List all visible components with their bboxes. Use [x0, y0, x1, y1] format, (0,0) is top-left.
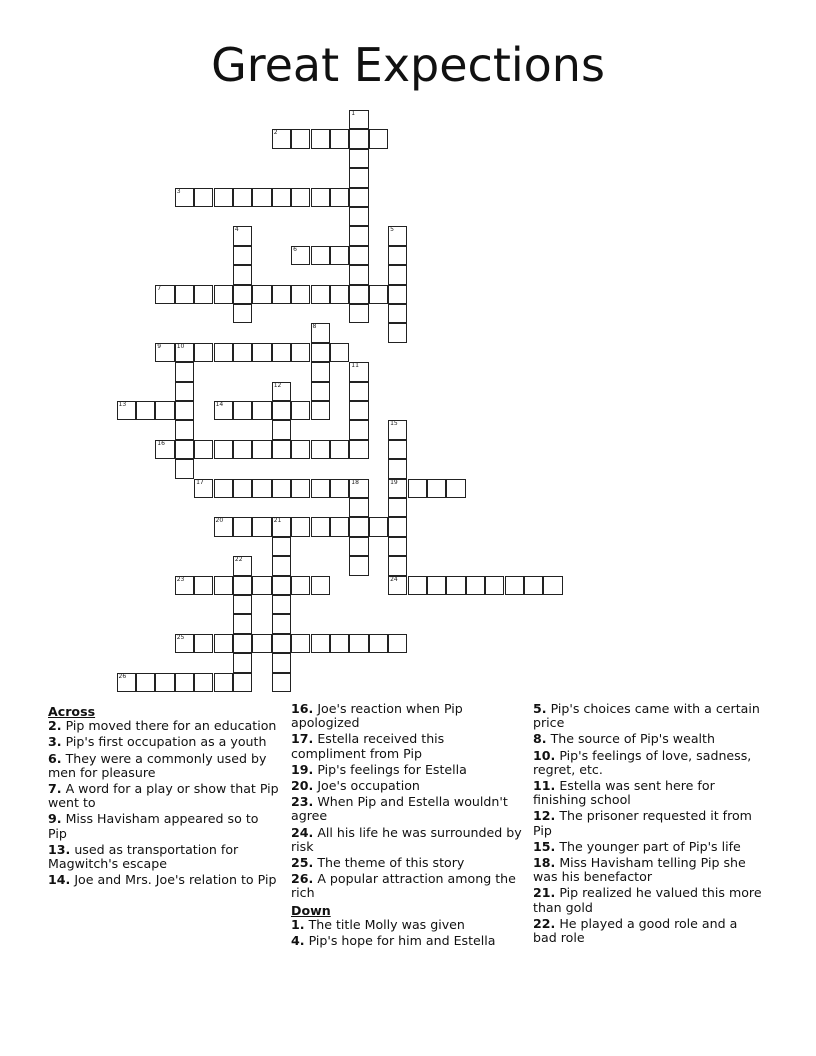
clue-number: 13: [118, 401, 127, 408]
grid-cell[interactable]: [330, 440, 349, 459]
grid-cell[interactable]: [291, 576, 310, 595]
grid-cell[interactable]: [175, 362, 194, 381]
clue-text: He played a good role and a bad role: [533, 915, 738, 946]
grid-cell[interactable]: [349, 401, 368, 420]
clue-column-1: [48, 702, 280, 889]
grid-cell[interactable]: [349, 129, 368, 148]
grid-cell[interactable]: [291, 285, 310, 304]
grid-cell[interactable]: [272, 537, 291, 556]
grid-cell[interactable]: [427, 479, 446, 498]
clue-number: 18.: [533, 855, 556, 871]
clue: [291, 732, 523, 760]
grid-cell[interactable]: [311, 576, 330, 595]
clue: [533, 809, 765, 837]
grid-cell[interactable]: [388, 420, 407, 439]
clue-number: 21: [273, 517, 282, 525]
grid-cell[interactable]: [214, 479, 233, 498]
clue-text: Pip's feelings of love, sadness, regret, etc.: [533, 747, 752, 777]
grid-cell[interactable]: [388, 479, 407, 498]
grid-cell[interactable]: [272, 653, 291, 672]
grid-cell[interactable]: [233, 634, 252, 653]
clue-number: 16.: [291, 701, 314, 716]
clue-number: 14.: [48, 872, 71, 888]
grid-cell[interactable]: [233, 673, 252, 692]
grid-cell[interactable]: [233, 401, 252, 420]
grid-cell[interactable]: [233, 653, 252, 672]
clue-text: Pip's hope for him and Estella: [304, 933, 496, 949]
grid-cell[interactable]: [388, 556, 407, 575]
clue-text: Joe's occupation: [313, 778, 420, 794]
grid-cell[interactable]: [175, 440, 194, 459]
grid-cell[interactable]: [272, 517, 291, 536]
clue-number: 5.: [533, 701, 547, 716]
clue-text: The younger part of Pip's life: [555, 838, 741, 854]
grid-cell[interactable]: [291, 129, 310, 148]
grid-cell[interactable]: [194, 576, 213, 595]
grid-cell[interactable]: [175, 188, 194, 207]
grid-cell[interactable]: [214, 634, 233, 653]
down-clue-list-continued: [533, 702, 765, 945]
down-heading: Down: [291, 902, 331, 918]
clue: [48, 782, 280, 810]
grid-cell[interactable]: [388, 576, 407, 595]
across-clue-list: [48, 719, 280, 887]
clue-number: 1.: [291, 916, 305, 932]
grid-cell[interactable]: [291, 517, 310, 536]
clue-text: They were a commonly used by men for pleasure: [48, 750, 267, 780]
grid-cell[interactable]: [349, 168, 368, 187]
clue-number: 19: [390, 478, 398, 486]
grid-cell[interactable]: [175, 285, 194, 304]
grid-cell[interactable]: [349, 382, 368, 401]
clue-number: 7: [157, 284, 162, 292]
clue-number: 16: [157, 439, 165, 447]
clue-text: A popular attraction among the rich: [291, 871, 516, 901]
grid-cell[interactable]: [136, 673, 155, 692]
grid-cell[interactable]: [388, 323, 407, 342]
clue-text: The title Molly was given: [304, 916, 465, 932]
grid-cell[interactable]: [272, 420, 291, 439]
grid-cell[interactable]: [194, 634, 213, 653]
grid-cell[interactable]: [349, 498, 368, 517]
grid-cell[interactable]: [233, 265, 252, 284]
grid-cell[interactable]: [233, 188, 252, 207]
grid-cell[interactable]: [311, 517, 330, 536]
grid-cell[interactable]: [233, 226, 252, 245]
grid-cell[interactable]: [369, 517, 388, 536]
grid-cell[interactable]: [291, 188, 310, 207]
grid-cell[interactable]: [272, 401, 291, 420]
clue-number: 4.: [291, 933, 305, 949]
clue-number: 8.: [533, 731, 547, 747]
grid-cell[interactable]: [311, 285, 330, 304]
grid-cell[interactable]: [311, 246, 330, 265]
clue-number: 25: [176, 633, 185, 641]
clue: [291, 826, 523, 854]
clue-text: When Pip and Estella wouldn't agree: [291, 794, 508, 824]
grid-cell[interactable]: [272, 595, 291, 614]
grid-cell[interactable]: [311, 129, 330, 148]
grid-cell[interactable]: [349, 149, 368, 168]
grid-cell[interactable]: [214, 285, 233, 304]
clue: [533, 886, 765, 914]
clue: [533, 856, 765, 884]
grid-cell[interactable]: [388, 459, 407, 478]
clue-number: 21.: [533, 885, 556, 901]
grid-cell[interactable]: [272, 440, 291, 459]
grid-cell[interactable]: [408, 479, 427, 498]
grid-cell[interactable]: [311, 401, 330, 420]
clue-number: 13.: [48, 841, 71, 857]
grid-cell[interactable]: [311, 634, 330, 653]
clue-number: 20.: [291, 778, 314, 794]
grid-cell[interactable]: [388, 226, 407, 245]
grid-cell[interactable]: [388, 517, 407, 536]
clue: [48, 752, 280, 780]
grid-cell[interactable]: [272, 576, 291, 595]
grid-cell[interactable]: [311, 382, 330, 401]
clue-text: Joe and Mrs. Joe's relation to Pip: [70, 872, 277, 888]
grid-cell[interactable]: [252, 479, 271, 498]
clue-number: 26: [118, 672, 127, 680]
clue-text: The theme of this story: [313, 855, 465, 871]
clue-number: 25.: [291, 855, 314, 871]
clue: [291, 795, 523, 823]
clue-number: 9.: [48, 811, 62, 827]
grid-cell[interactable]: [311, 188, 330, 207]
grid-cell[interactable]: [349, 188, 368, 207]
clue: [48, 843, 280, 871]
clue-text: Pip's choices came with a certain price: [533, 701, 760, 731]
across-clue-list-continued: [291, 702, 523, 901]
clue: [533, 702, 765, 730]
grid-cell[interactable]: [194, 479, 213, 498]
grid-cell[interactable]: [175, 459, 194, 478]
grid-cell[interactable]: [155, 440, 174, 459]
grid-cell[interactable]: [233, 517, 252, 536]
clue-number: 11: [351, 362, 359, 370]
grid-cell[interactable]: [291, 479, 310, 498]
grid-cell[interactable]: [349, 285, 368, 304]
grid-cell[interactable]: [349, 634, 368, 653]
clue: [291, 872, 523, 900]
grid-cell[interactable]: [233, 479, 252, 498]
clue-text: All his life he was surrounded by risk: [291, 824, 522, 854]
grid-cell[interactable]: [155, 401, 174, 420]
clue: [291, 779, 523, 793]
grid-cell[interactable]: [485, 576, 504, 595]
grid-cell[interactable]: [252, 401, 271, 420]
clue-text: used as transportation for Magwitch's escape: [48, 841, 239, 872]
grid-cell[interactable]: [388, 498, 407, 517]
clue-number: 8: [312, 323, 317, 331]
grid-cell[interactable]: [252, 576, 271, 595]
grid-cell[interactable]: [543, 576, 562, 595]
clue: [291, 763, 523, 777]
clue: [48, 873, 280, 887]
grid-cell[interactable]: [233, 246, 252, 265]
clue-number: 26.: [291, 871, 314, 887]
clue: [48, 812, 280, 840]
grid-cell[interactable]: [214, 576, 233, 595]
clue-number: 6: [293, 245, 297, 253]
grid-cell[interactable]: [369, 285, 388, 304]
clue-number: 20: [215, 517, 224, 525]
grid-cell[interactable]: [214, 440, 233, 459]
grid-cell[interactable]: [233, 285, 252, 304]
grid-cell[interactable]: [233, 614, 252, 633]
grid-cell[interactable]: [349, 556, 368, 575]
grid-cell[interactable]: [349, 479, 368, 498]
grid-cell[interactable]: [214, 673, 233, 692]
across-heading: Across: [48, 704, 96, 719]
grid-cell[interactable]: [349, 207, 368, 226]
clue-text: Pip moved there for an education: [61, 718, 277, 734]
grid-cell[interactable]: [291, 246, 310, 265]
clue: [291, 856, 523, 870]
grid-cell[interactable]: [194, 343, 213, 362]
grid-cell[interactable]: [175, 343, 194, 362]
grid-cell[interactable]: [349, 110, 368, 129]
grid-cell[interactable]: [252, 440, 271, 459]
grid-cell[interactable]: [194, 285, 213, 304]
grid-cell[interactable]: [330, 517, 349, 536]
clue: [48, 735, 280, 749]
grid-cell[interactable]: [311, 362, 330, 381]
grid-cell[interactable]: [291, 343, 310, 362]
grid-cell[interactable]: [466, 576, 485, 595]
grid-cell[interactable]: [349, 362, 368, 381]
grid-cell[interactable]: [311, 323, 330, 342]
clue-number: 12.: [533, 808, 556, 824]
grid-cell[interactable]: [330, 285, 349, 304]
clue-text: Joe's reaction when Pip apologized: [291, 701, 463, 731]
clue-number: 14: [215, 401, 224, 408]
clue-number: 18: [351, 478, 359, 486]
grid-cell[interactable]: [349, 517, 368, 536]
grid-cell[interactable]: [349, 304, 368, 323]
grid-cell[interactable]: [388, 634, 407, 653]
grid-cell[interactable]: [388, 265, 407, 284]
clue-number: 23: [176, 575, 185, 583]
grid-cell[interactable]: [330, 634, 349, 653]
grid-cell[interactable]: [349, 226, 368, 245]
grid-cell[interactable]: [272, 188, 291, 207]
grid-cell[interactable]: [233, 343, 252, 362]
clue-number: 12: [273, 381, 282, 389]
grid-cell[interactable]: [117, 673, 136, 692]
clue-number: 10: [176, 342, 185, 350]
grid-cell[interactable]: [349, 246, 368, 265]
clue-number: 5: [390, 226, 394, 234]
clue-text: Pip's feelings for Estella: [313, 761, 467, 777]
grid-cell[interactable]: [214, 517, 233, 536]
grid-cell[interactable]: [388, 246, 407, 265]
clue-number: 7.: [48, 781, 62, 797]
grid-cell[interactable]: [155, 343, 174, 362]
clue-text: Estella received this compliment from Pip: [291, 731, 445, 761]
clue-number: 6.: [48, 750, 62, 766]
clue: [533, 749, 765, 777]
clue: [533, 779, 765, 807]
clue-number: 2: [273, 129, 278, 137]
grid-cell[interactable]: [349, 420, 368, 439]
clue-number: 17.: [291, 731, 314, 747]
clue-number: 9: [157, 342, 162, 350]
clue-number: 22: [234, 556, 243, 564]
clue: [48, 719, 280, 733]
grid-cell[interactable]: [272, 285, 291, 304]
grid-cell[interactable]: [330, 188, 349, 207]
clue-text: The source of Pip's wealth: [546, 731, 715, 747]
grid-cell[interactable]: [175, 401, 194, 420]
grid-cell[interactable]: [330, 479, 349, 498]
grid-cell[interactable]: [233, 440, 252, 459]
down-clue-list: [291, 918, 523, 948]
grid-cell[interactable]: [272, 129, 291, 148]
grid-cell[interactable]: [427, 576, 446, 595]
grid-cell[interactable]: [175, 634, 194, 653]
grid-cell[interactable]: [330, 343, 349, 362]
grid-cell[interactable]: [175, 420, 194, 439]
grid-cell[interactable]: [272, 556, 291, 575]
clue-text: Pip's first occupation as a youth: [61, 734, 267, 750]
clue-number: 23.: [291, 794, 314, 810]
grid-cell[interactable]: [349, 537, 368, 556]
grid-cell[interactable]: [233, 576, 252, 595]
clue: [291, 934, 523, 948]
clue-number: 10.: [533, 747, 556, 763]
grid-cell[interactable]: [272, 634, 291, 653]
grid-cell[interactable]: [446, 479, 465, 498]
grid-cell[interactable]: [233, 304, 252, 323]
clue-number: 2.: [48, 718, 62, 734]
grid-cell[interactable]: [194, 440, 213, 459]
page-title: Great Expections: [211, 38, 605, 92]
grid-cell[interactable]: [388, 285, 407, 304]
clue-number: 24.: [291, 824, 314, 840]
grid-cell[interactable]: [252, 188, 271, 207]
grid-cell[interactable]: [388, 440, 407, 459]
grid-cell[interactable]: [252, 285, 271, 304]
clue-number: 15.: [533, 838, 556, 854]
grid-cell[interactable]: [369, 129, 388, 148]
grid-cell[interactable]: [155, 673, 174, 692]
clue: [533, 732, 765, 746]
clue-text: Estella was sent here for finishing school: [533, 778, 715, 808]
grid-cell[interactable]: [214, 188, 233, 207]
grid-cell[interactable]: [291, 440, 310, 459]
grid-cell[interactable]: [330, 246, 349, 265]
clue-number: 11.: [533, 778, 556, 794]
clue-column-3: [533, 702, 765, 947]
clue-number: 22.: [533, 915, 556, 931]
clue-text: The prisoner requested it from Pip: [533, 808, 752, 838]
clue: [291, 702, 523, 730]
clue-number: 17: [196, 478, 204, 486]
grid-cell[interactable]: [252, 634, 271, 653]
grid-cell[interactable]: [311, 440, 330, 459]
grid-cell[interactable]: [311, 343, 330, 362]
grid-cell[interactable]: [175, 576, 194, 595]
grid-cell[interactable]: [194, 673, 213, 692]
clue-number: 24: [390, 575, 398, 583]
grid-cell[interactable]: [214, 343, 233, 362]
grid-cell[interactable]: [233, 595, 252, 614]
grid-cell[interactable]: [272, 479, 291, 498]
clue-number: 19.: [291, 761, 314, 777]
grid-cell[interactable]: [446, 576, 465, 595]
clue: [533, 840, 765, 854]
clue-number: 4: [234, 226, 239, 234]
grid-cell[interactable]: [175, 382, 194, 401]
clue-text: A word for a play or show that Pip went to: [48, 781, 279, 811]
grid-cell[interactable]: [291, 634, 310, 653]
grid-cell[interactable]: [505, 576, 524, 595]
grid-cell[interactable]: [272, 382, 291, 401]
clue-number: 1: [351, 110, 356, 117]
grid-cell[interactable]: [252, 343, 271, 362]
clue-number: 3.: [48, 734, 62, 750]
grid-cell[interactable]: [272, 614, 291, 633]
grid-cell[interactable]: [349, 440, 368, 459]
grid-cell[interactable]: [155, 285, 174, 304]
grid-cell[interactable]: [408, 576, 427, 595]
grid-cell[interactable]: [388, 304, 407, 323]
grid-cell[interactable]: [233, 556, 252, 575]
grid-cell[interactable]: [349, 265, 368, 284]
grid-cell[interactable]: [330, 129, 349, 148]
clue-text: Miss Havisham appeared so to Pip: [48, 811, 259, 841]
grid-cell[interactable]: [272, 343, 291, 362]
grid-cell[interactable]: [252, 517, 271, 536]
grid-cell[interactable]: [136, 401, 155, 420]
clue-text: Pip realized he valued this more than gold: [533, 885, 762, 915]
clue-number: 15: [390, 420, 398, 428]
grid-cell[interactable]: [194, 188, 213, 207]
grid-cell[interactable]: [369, 634, 388, 653]
grid-cell[interactable]: [117, 401, 136, 420]
grid-cell[interactable]: [175, 673, 194, 692]
grid-cell[interactable]: [272, 673, 291, 692]
clue: [291, 918, 523, 932]
grid-cell[interactable]: [291, 401, 310, 420]
grid-cell[interactable]: [388, 537, 407, 556]
grid-cell[interactable]: [311, 479, 330, 498]
grid-cell[interactable]: [214, 401, 233, 420]
grid-cell[interactable]: [524, 576, 543, 595]
clue-text: Miss Havisham telling Pip she was his benefactor: [533, 855, 746, 885]
clue: [533, 917, 765, 945]
clue-column-2: [291, 702, 523, 950]
clue-number: 3: [176, 187, 181, 195]
